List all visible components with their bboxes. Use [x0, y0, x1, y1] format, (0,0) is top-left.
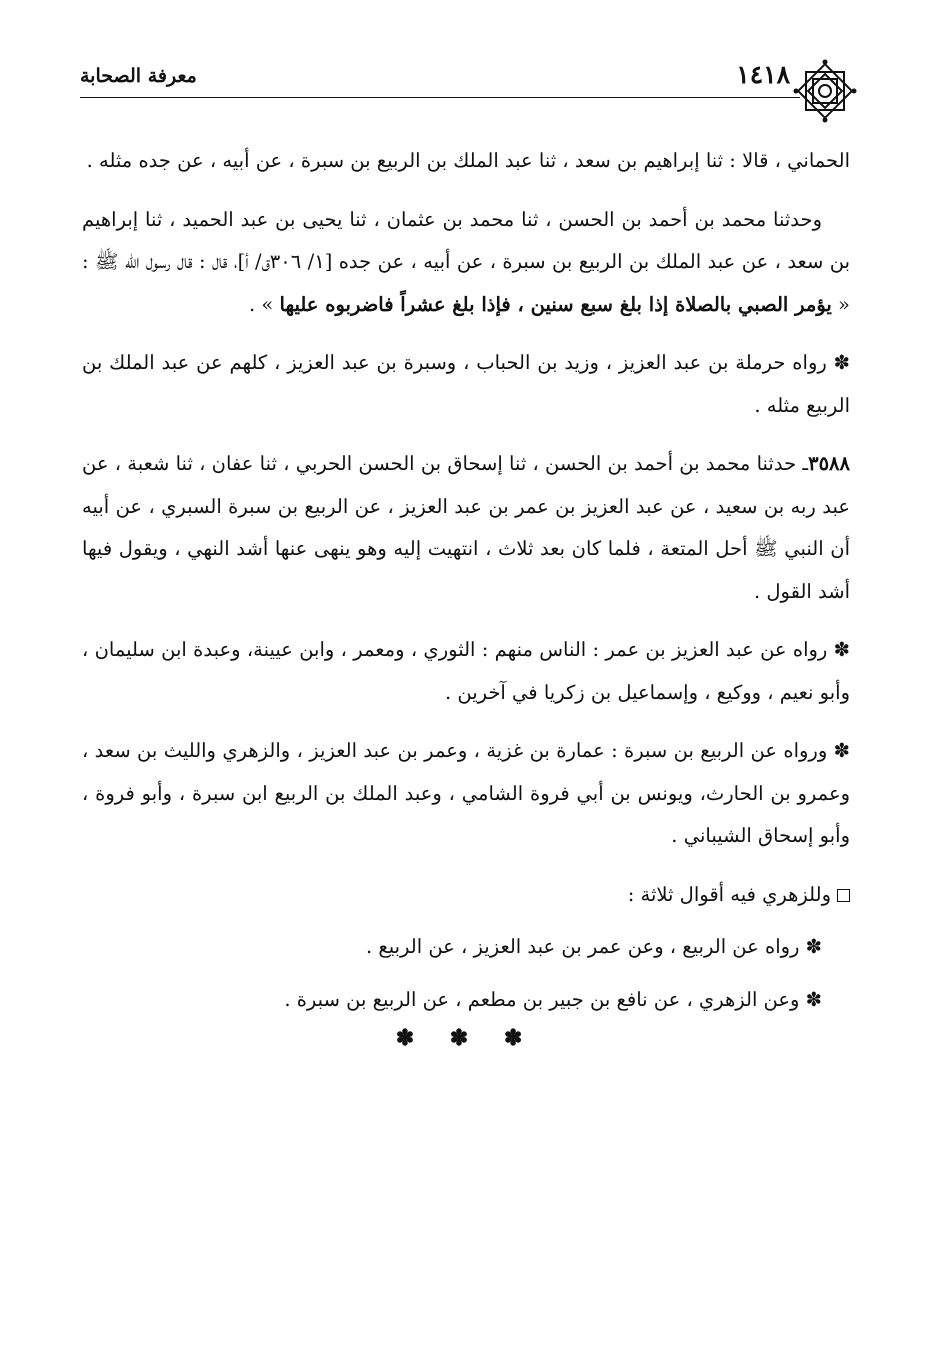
paragraph-text: ـ حدثنا محمد بن أحمد بن الحسن ، ثنا إسحاق بن الحسن الحربي ، ثنا عفان ، ثنا شعبة ، عن عبد ربه بن سعيد ، عن عبد العزيز بن عمر بن عبد العزيز ، عن الربيع بن سبرة السبري ، عن أبيه أن النبي ﷺ أحل المتعة ، فلما كان بعد ثلاث ، انتهيت إليه وهو ينهى عنها أشد النهي ، ويقول فيها أشد القول . [82, 452, 850, 603]
paragraph-text: ✽ رواه حرملة بن عبد العزيز ، وزيد بن الحباب ، وسبرة بن عبد العزيز ، كلهم عن عبد الملك بن الربيع مثله . [82, 351, 850, 417]
paragraph-text: ✽ وعن الزهري ، عن نافع بن جبير بن مطعم ، عن الربيع بن سبرة . [284, 987, 822, 1011]
hadith-paragraph [82, 443, 850, 613]
paragraph-text: الحماني ، قالا : ثنا إبراهيم بن سعد ، ثنا عبد الملك بن الربيع بن سبرة ، عن أبيه ، عن جده مثله . [86, 149, 850, 172]
text-paragraph [82, 874, 850, 917]
paragraph-text: وللزهري فيه أقوال ثلاثة : [627, 882, 831, 906]
text-paragraph [82, 199, 850, 327]
text-paragraph [82, 629, 850, 714]
paragraph-text: ✽ رواه عن الربيع ، وعن عمر بن عبد العزيز ، عن الربيع . [365, 935, 822, 958]
header-divider [80, 97, 800, 98]
paragraph-text: وحدثنا محمد بن أحمد بن الحسن ، ثنا محمد بن عثمان ، ثنا يحيى بن عبد الحميد ، ثنا إبراهيم بن سعد ، عن عبد الملك بن الربيع بن سبرة ، عن أبيه ، عن جده [١/ ٣٠٦ق/ أ]، قال : قال رسول الله ﷺ : « [82, 207, 850, 316]
text-paragraph [82, 926, 850, 969]
page-content [82, 140, 850, 1051]
hadith-quote: يؤمر الصبي بالصلاة إذا بلغ سبع سنين ، فإذا بلغ عشراً فاضربوه عليها [279, 292, 832, 316]
square-bullet-icon [837, 889, 850, 902]
text-paragraph [82, 730, 850, 858]
text-paragraph [82, 140, 850, 183]
section-separator: ✽ ✽ ✽ [395, 1025, 537, 1051]
paragraph-text: ✽ ورواه عن الربيع بن سبرة : عمارة بن غزية ، وعمر بن عبد العزيز ، والزهري والليث بن سعد ، وعمرو بن الحارث، ويونس بن أبي فروة الشامي ، وعبد الملك بن الربيع ابن سبرة ، وأبو فروة ، وأبو إسحاق الشيباني . [82, 739, 850, 847]
paragraph-text: ✽ رواه عن عبد العزيز بن عمر : الناس منهم : الثوري ، ومعمر ، وابن عيينة، وعبدة ابن سليمان ، وأبو نعيم ، ووكيع ، وإسماعيل بن زكريا في آخرين . [82, 638, 850, 704]
paragraph-text-end: » . [249, 292, 280, 316]
octagram-ornament-icon [792, 58, 858, 124]
hadith-number: ٣٥٨٨ [808, 452, 850, 475]
text-paragraph [82, 342, 850, 427]
page-number: ١٤١٨ [736, 60, 790, 89]
book-title: معرفة الصحابة [80, 65, 197, 87]
text-paragraph [82, 979, 850, 1022]
